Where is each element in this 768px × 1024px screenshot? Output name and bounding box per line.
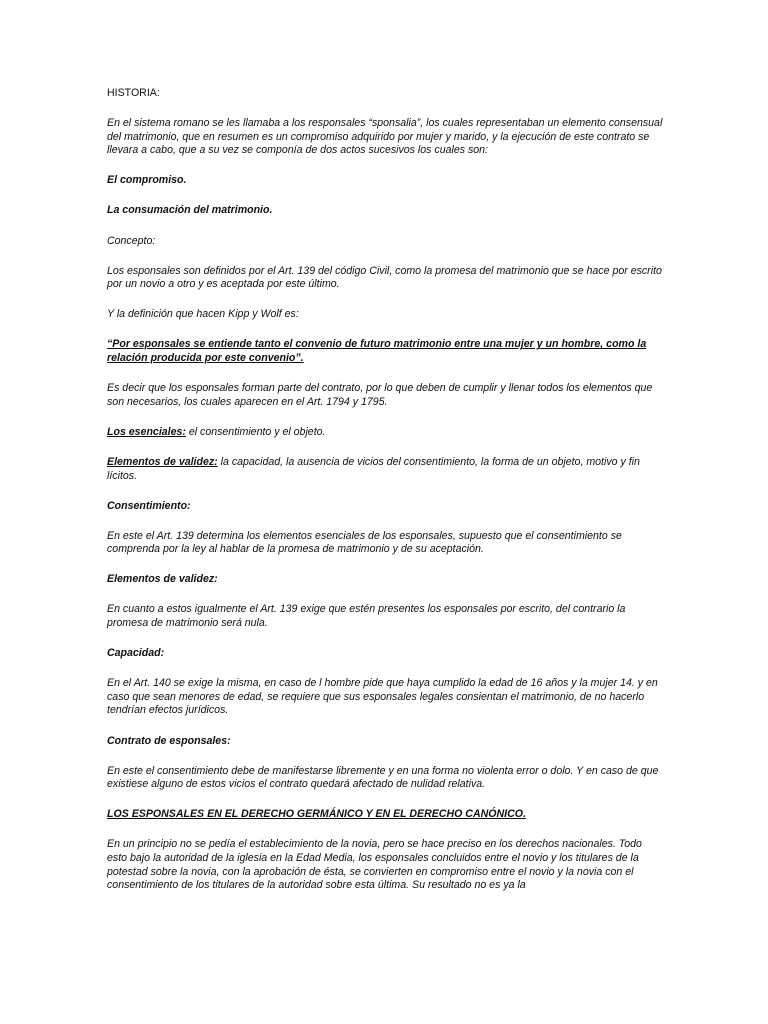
document-page: [107, 87, 663, 909]
contract-paragraph: Es decir que los esponsales forman parte del contrato, por lo que deben de cumplir y llenar todos los elementos que son necesarios, los cuales aparecen en el Art. 1794 y 1795.: [107, 382, 653, 408]
act-consumacion: La consumación del matrimonio.: [107, 204, 273, 217]
kipp-quote: “Por esponsales se entiende tanto el convenio de futuro matrimonio entre una mujer y un hombre, como la relación producida por este convenio”.: [107, 338, 647, 365]
heading-historia: HISTORIA:: [107, 87, 160, 99]
act-compromiso: El compromiso.: [107, 174, 187, 187]
validez-label: Elementos de validez:: [107, 455, 218, 468]
germanic-paragraph: En un principio no se pedía el establecimiento de la novia, pero se hace preciso en los derechos nacionales. Todo esto bajo la autoridad de la iglesia en la Edad Media, los esponsales concluidos entre el novio y los titulares de la potestad sobre la novia, con la aprobación de ésta, se convierten en compromiso entre el novio y la novia con el consentimiento de los titulares de la autoridad sobre esta última. Su resultado no es ya la: [107, 838, 642, 892]
section-title: LOS ESPONSALES EN EL DERECHO GERMÁNICO Y EN EL DERECHO CANÓNICO.: [107, 808, 526, 821]
consent-label: Consentimiento:: [107, 499, 191, 512]
esenciales-label: Los esenciales:: [107, 425, 186, 438]
capacidad-label: Capacidad:: [107, 647, 165, 660]
validez-paragraph: [107, 456, 663, 483]
capacidad-paragraph: En el Art. 140 se exige la misma, en caso de l hombre pide que haya cumplido la edad de 16 años y la mujer 14. y en caso que sean menores de edad, se requiere que sus esponsales legales consientan el matrimonio, de no hacerlo tendrían efectos jurídicos.: [107, 677, 658, 717]
esenciales-text: el consentimiento y el objeto.: [185, 425, 326, 438]
esenciales-paragraph: [107, 426, 663, 440]
validez2-paragraph: En cuanto a estos igualmente el Art. 139 exige que estén presentes los esponsales por escrito, del contrario la promesa de matrimonio será nula.: [107, 603, 626, 630]
contrato-paragraph: En este el consentimiento debe de manifestarse libremente y en una forma no violenta error o dolo. Y en caso de que existiese alguno de estos vicios el contrato quedará afectado de nulidad relativa.: [107, 764, 659, 791]
contrato-label: Contrato de esponsales:: [107, 734, 231, 747]
validez-text: la capacidad, la ausencia de vicios del consentimiento, la forma de un objeto, motivo y fin lícitos.: [107, 455, 640, 482]
consent-paragraph: En este el Art. 139 determina los elementos esenciales de los esponsales, supuesto que el consentimiento se comprenda por la ley al hablar de la promesa de matrimonio y de su aceptación.: [107, 529, 622, 556]
intro-paragraph: En el sistema romano se les llamaba a los responsales “sponsalia”, los cuales representaban un elemento consensual del matrimonio, que en resumen es un compromiso adquirido por mujer y marido, y la ejecución de este contrato se llevara a cabo, que a su vez se componía de dos actos sucesivos los cuales son:: [107, 117, 663, 157]
concept-label: Concepto:: [107, 234, 156, 247]
validez2-label: Elementos de validez:: [107, 573, 218, 586]
kipp-intro: Y la definición que hacen Kipp y Wolf es:: [107, 308, 299, 321]
concept-paragraph: Los esponsales son definidos por el Art. 139 del código Civil, como la promesa del matrimonio que se hace por escrito por un novio a otro y es aceptada por este último.: [107, 264, 662, 291]
